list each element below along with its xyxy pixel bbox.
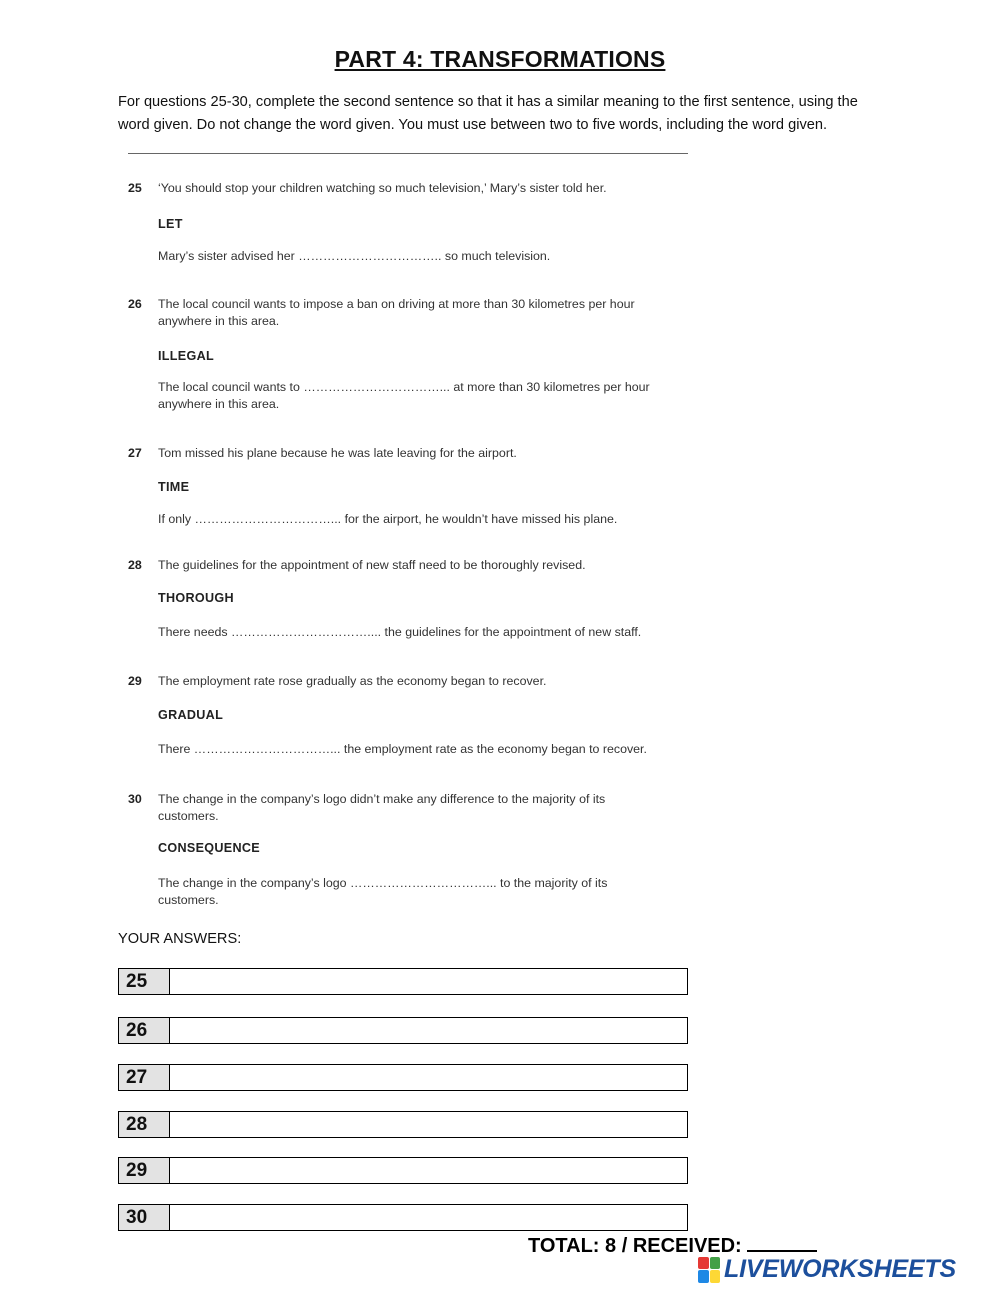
divider xyxy=(128,153,688,154)
answer-input-28[interactable] xyxy=(170,1112,687,1137)
answer-row-26 xyxy=(118,1017,688,1044)
answer-row-25 xyxy=(118,968,688,995)
answer-input-26[interactable] xyxy=(170,1018,687,1043)
question-number: 28 xyxy=(128,558,142,572)
keyword: GRADUAL xyxy=(158,708,224,722)
question-text: The employment rate rose gradually as the economy began to recover. xyxy=(158,674,547,688)
answer-number: 28 xyxy=(119,1112,170,1137)
question-number: 25 xyxy=(128,181,142,195)
prompt-sentence: If only ……………………………... for the airport, he wouldn’t have missed his plane. xyxy=(158,512,618,526)
instructions: For questions 25-30, complete the second sentence so that it has a similar meaning to the first sentence, using the word given. Do not change the word given. You must use between two to five words, including the word given. xyxy=(118,94,858,133)
prompt-sentence: There needs …………………………….... the guidelines for the appointment of new staff. xyxy=(158,625,642,639)
question-29 xyxy=(128,673,708,756)
keyword: ILLEGAL xyxy=(158,349,214,363)
brand-name: LIVEWORKSHEETS xyxy=(724,1255,956,1283)
answer-input-25[interactable] xyxy=(170,969,687,994)
prompt-sentence: The change in the company’s logo ……………………………... to the majority of its customers. xyxy=(158,876,608,907)
question-26 xyxy=(128,296,708,411)
question-28 xyxy=(128,557,708,639)
answer-input-30[interactable] xyxy=(170,1205,687,1230)
prompt-sentence: Mary’s sister advised her …………………………….. so much television. xyxy=(158,249,551,263)
answer-input-29[interactable] xyxy=(170,1158,687,1183)
liveworksheets-logo-icon xyxy=(698,1257,720,1283)
answer-row-29 xyxy=(118,1157,688,1184)
brand-watermark xyxy=(698,1255,956,1284)
question-text: The change in the company’s logo didn’t make any difference to the majority of its customers. xyxy=(158,792,606,823)
keyword: CONSEQUENCE xyxy=(158,841,260,855)
answer-number: 25 xyxy=(119,969,170,994)
answer-row-28 xyxy=(118,1111,688,1138)
logo-block xyxy=(698,1257,709,1270)
question-number: 26 xyxy=(128,297,142,311)
question-number: 29 xyxy=(128,674,142,688)
logo-block xyxy=(710,1257,721,1270)
question-number: 27 xyxy=(128,446,142,460)
prompt-sentence: There ……………………………... the employment rate as the economy began to recover. xyxy=(158,742,647,756)
answer-number: 26 xyxy=(119,1018,170,1043)
answer-row-30 xyxy=(118,1204,688,1231)
question-text: The local council wants to impose a ban on driving at more than 30 kilometres per hour anywhere in this area. xyxy=(158,297,635,328)
logo-block xyxy=(710,1270,721,1283)
question-number: 30 xyxy=(128,792,142,806)
prompt-sentence: The local council wants to ……………………………... at more than 30 kilometres per hour anywhere in this area. xyxy=(158,380,650,411)
question-text: ‘You should stop your children watching so much television,’ Mary’s sister told her. xyxy=(158,181,607,195)
answer-number: 27 xyxy=(119,1065,170,1090)
answers-label: YOUR ANSWERS: xyxy=(118,931,242,947)
question-text: The guidelines for the appointment of new staff need to be thoroughly revised. xyxy=(158,558,586,572)
logo-block xyxy=(698,1270,709,1283)
total-label: TOTAL: 8 / RECEIVED: xyxy=(528,1235,742,1257)
question-27 xyxy=(128,445,708,526)
answer-input-27[interactable] xyxy=(170,1065,687,1090)
question-25 xyxy=(128,180,708,263)
keyword: TIME xyxy=(158,480,190,494)
answer-row-27 xyxy=(118,1064,688,1091)
keyword: LET xyxy=(158,217,183,231)
page-title: PART 4: TRANSFORMATIONS xyxy=(334,46,666,72)
keyword: THOROUGH xyxy=(158,591,234,605)
question-30 xyxy=(128,791,708,907)
answer-number: 30 xyxy=(119,1205,170,1230)
received-blank xyxy=(747,1250,817,1252)
answer-number: 29 xyxy=(119,1158,170,1183)
question-text: Tom missed his plane because he was late leaving for the airport. xyxy=(158,446,517,460)
